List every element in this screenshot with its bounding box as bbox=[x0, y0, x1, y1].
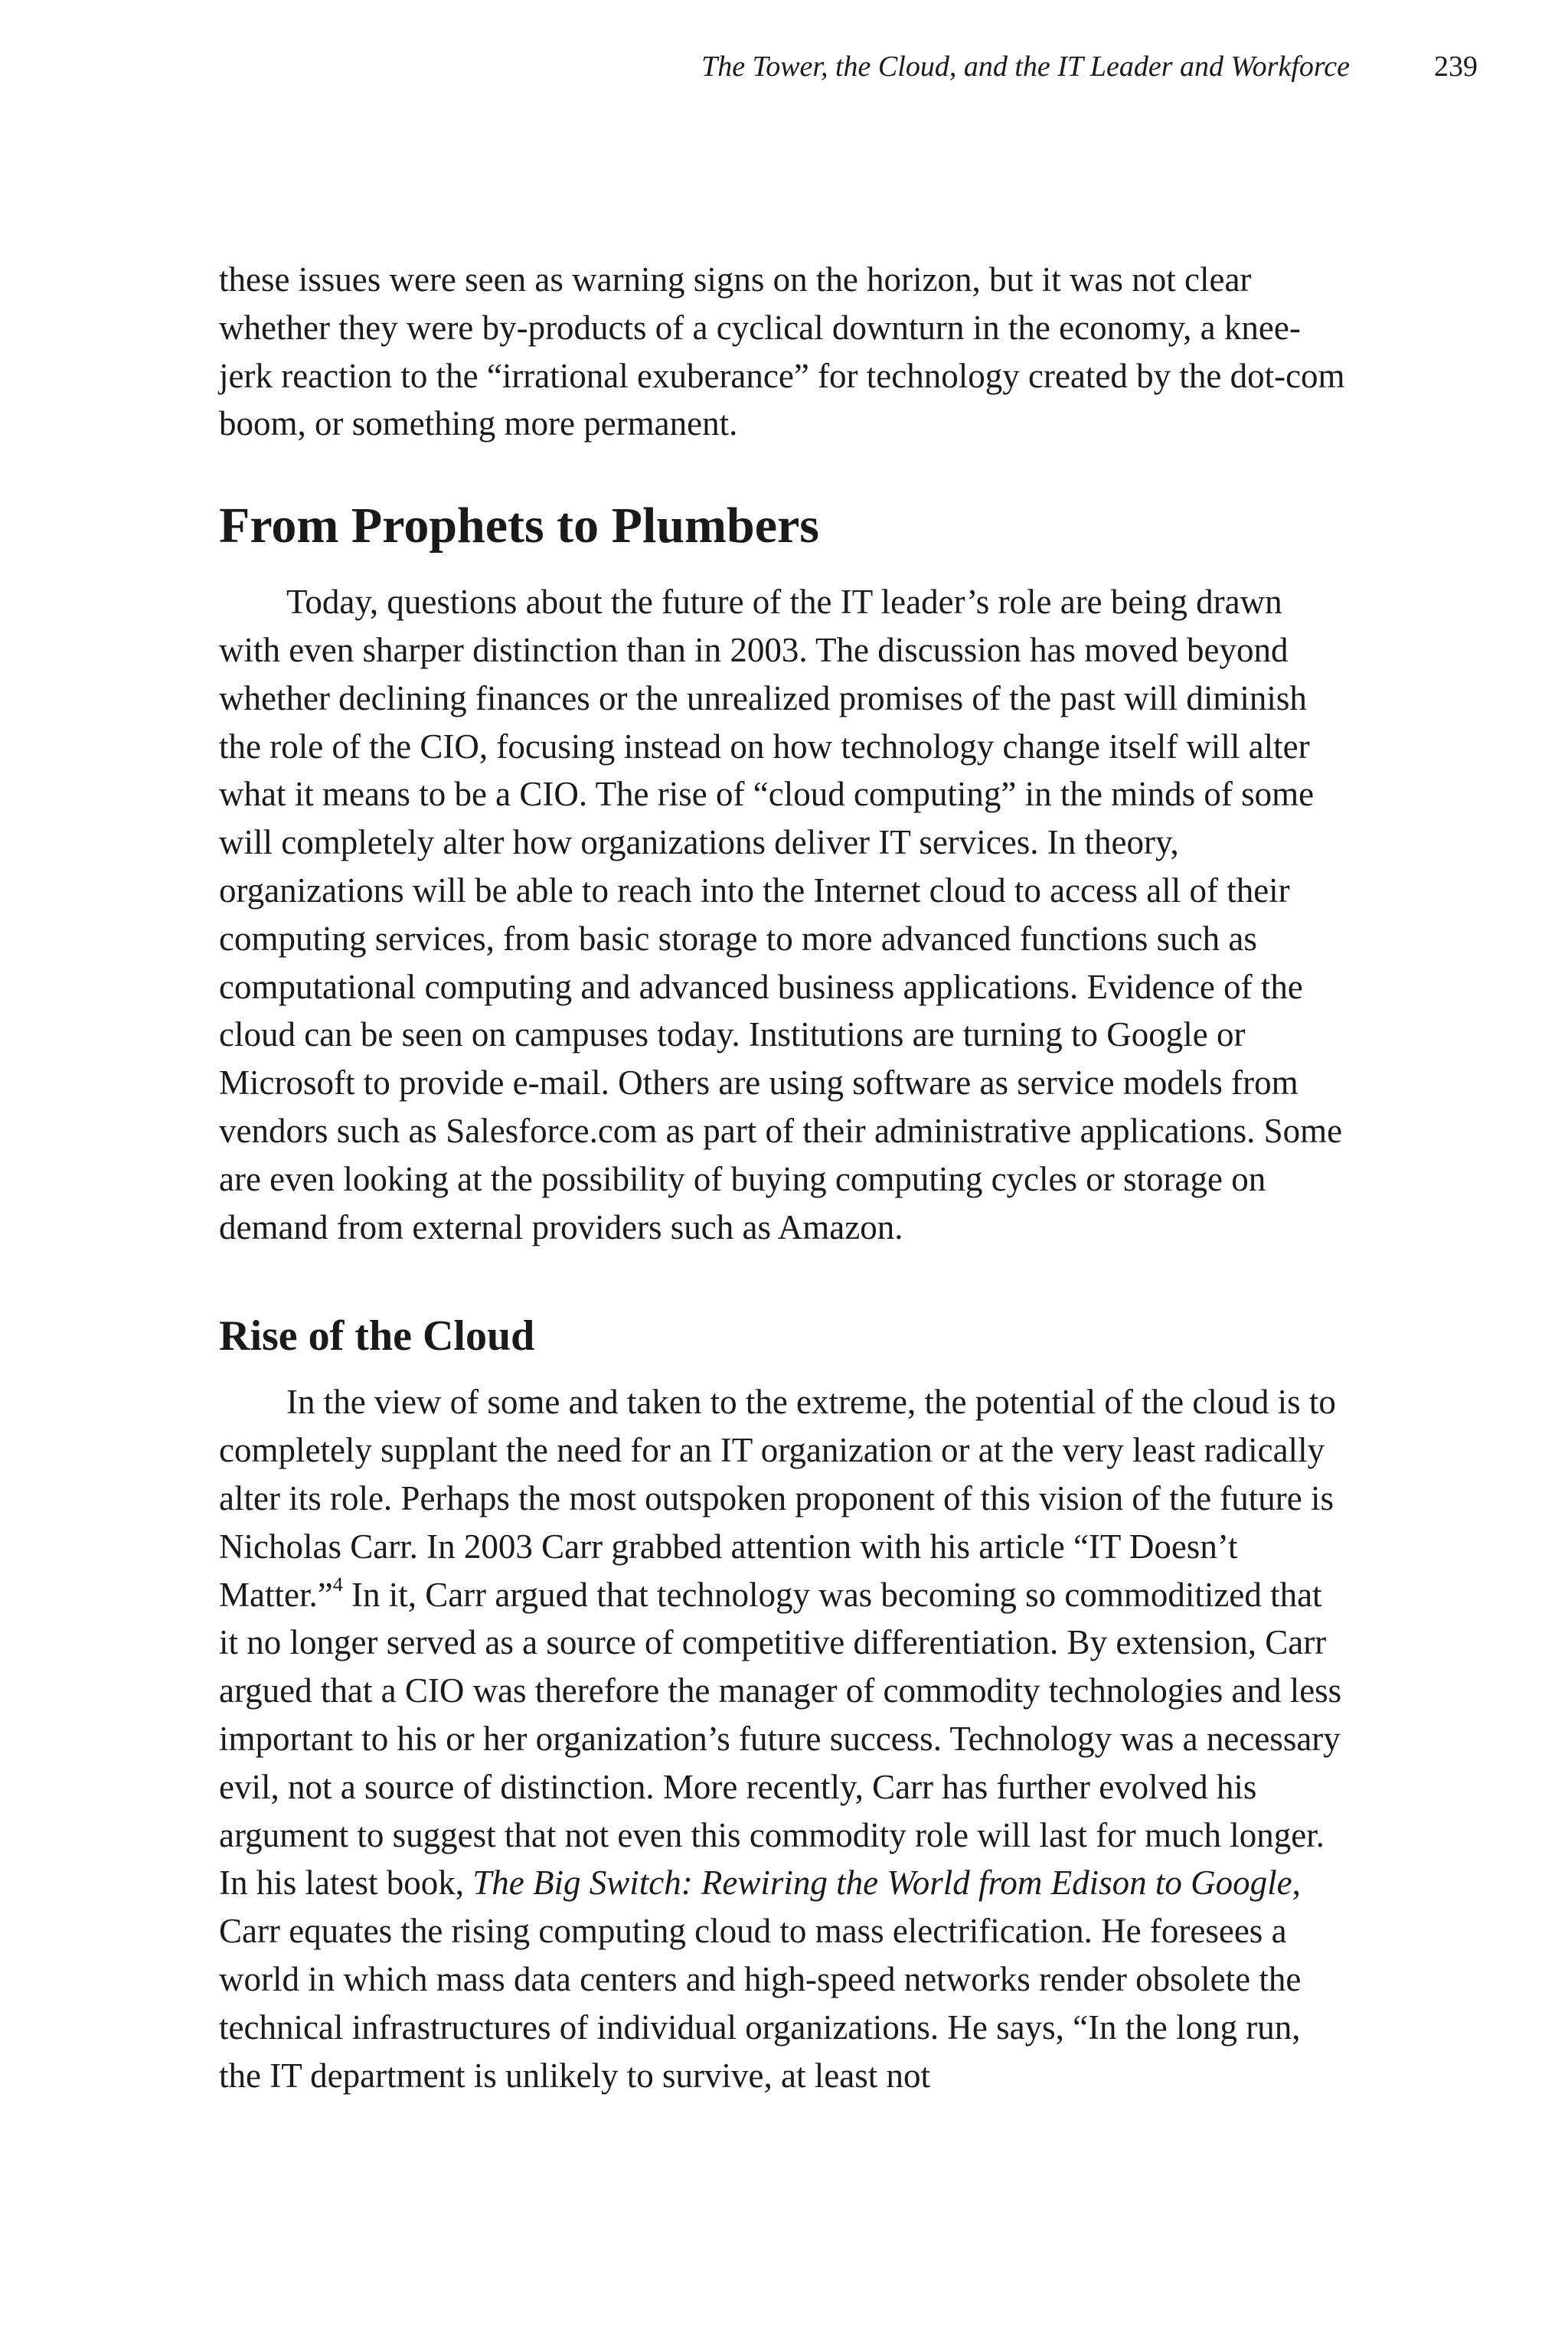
opening-paragraph: these issues were seen as warning signs on the horizon, but it was not clear whether they were by-products of a cyclical downturn in the economy, a knee-jerk reaction to the “irrational exuberance” for technology created by the dot-com boom, or something more permanent. bbox=[219, 260, 1345, 443]
page-number: 239 bbox=[1434, 51, 1478, 83]
subsection-heading-rise-of-the-cloud: Rise of the Cloud bbox=[219, 1312, 535, 1361]
book-title: The Big Switch: Rewiring the World from Edison to Google bbox=[472, 1864, 1292, 1903]
footnote-reference: 4 bbox=[332, 1573, 343, 1596]
section2-text-part2: In it, Carr argued that technology was becoming so commoditized that it no longer served as a source of competitive differentiation. By extension, Carr argued that a CIO was therefore the manager of commodity technologies and less important to his or her organization’s future success. Technology was a necessary evil, not a source of distinction. More recently, Carr has further evolved his argument to suggest that not even this commodity role will last for much longer. In his latest book, bbox=[219, 1575, 1342, 1903]
running-header bbox=[701, 49, 1478, 84]
section1-paragraph: Today, questions about the future of the IT leader’s role are being drawn with even sharper distinction than in 2003. The discussion has moved beyond whether declining finances or the unrealized promises of the past will diminish the role of the CIO, focusing instead on how technology change itself will alter what it means to be a CIO. The rise of “cloud computing” in the minds of some will completely alter how organizations deliver IT services. In theory, organizations will be able to reach into the Internet cloud to access all of their computing services, from basic storage to more advanced functions such as computational computing and advanced business applications. Evidence of the cloud can be seen on campuses today. Institutions are turning to Google or Microsoft to provide e-mail. Others are using software as service models from vendors such as Salesforce.com as part of their administrative applications. Some are even looking at the possibility of buying computing cycles or storage on demand from external providers such as Amazon. bbox=[219, 583, 1343, 1246]
section2-text-part1: In the view of some and taken to the extreme, the potential of the cloud is to completely supplant the need for an IT organization or at the very least radically alter its role. Perhaps the most outspoken proponent of this vision of the future is Nicholas Carr. In 2003 Carr grabbed attention with his article “IT Doesn’t Matter.” bbox=[219, 1383, 1336, 1614]
section2-paragraph bbox=[219, 1378, 1349, 2099]
page-body bbox=[219, 256, 1349, 2099]
section-heading-prophets-to-plumbers: From Prophets to Plumbers bbox=[219, 498, 819, 554]
section2-text-part3: , Carr equates the rising computing cloud to mass electrification. He foresees a world in which mass data centers and high-speed networks render obsolete the technical infrastructures of individual organizations. He says, “In the long run, the IT department is unlikely to survive, at least not bbox=[219, 1864, 1302, 2095]
running-title: The Tower, the Cloud, and the IT Leader and Workforce bbox=[701, 51, 1350, 83]
